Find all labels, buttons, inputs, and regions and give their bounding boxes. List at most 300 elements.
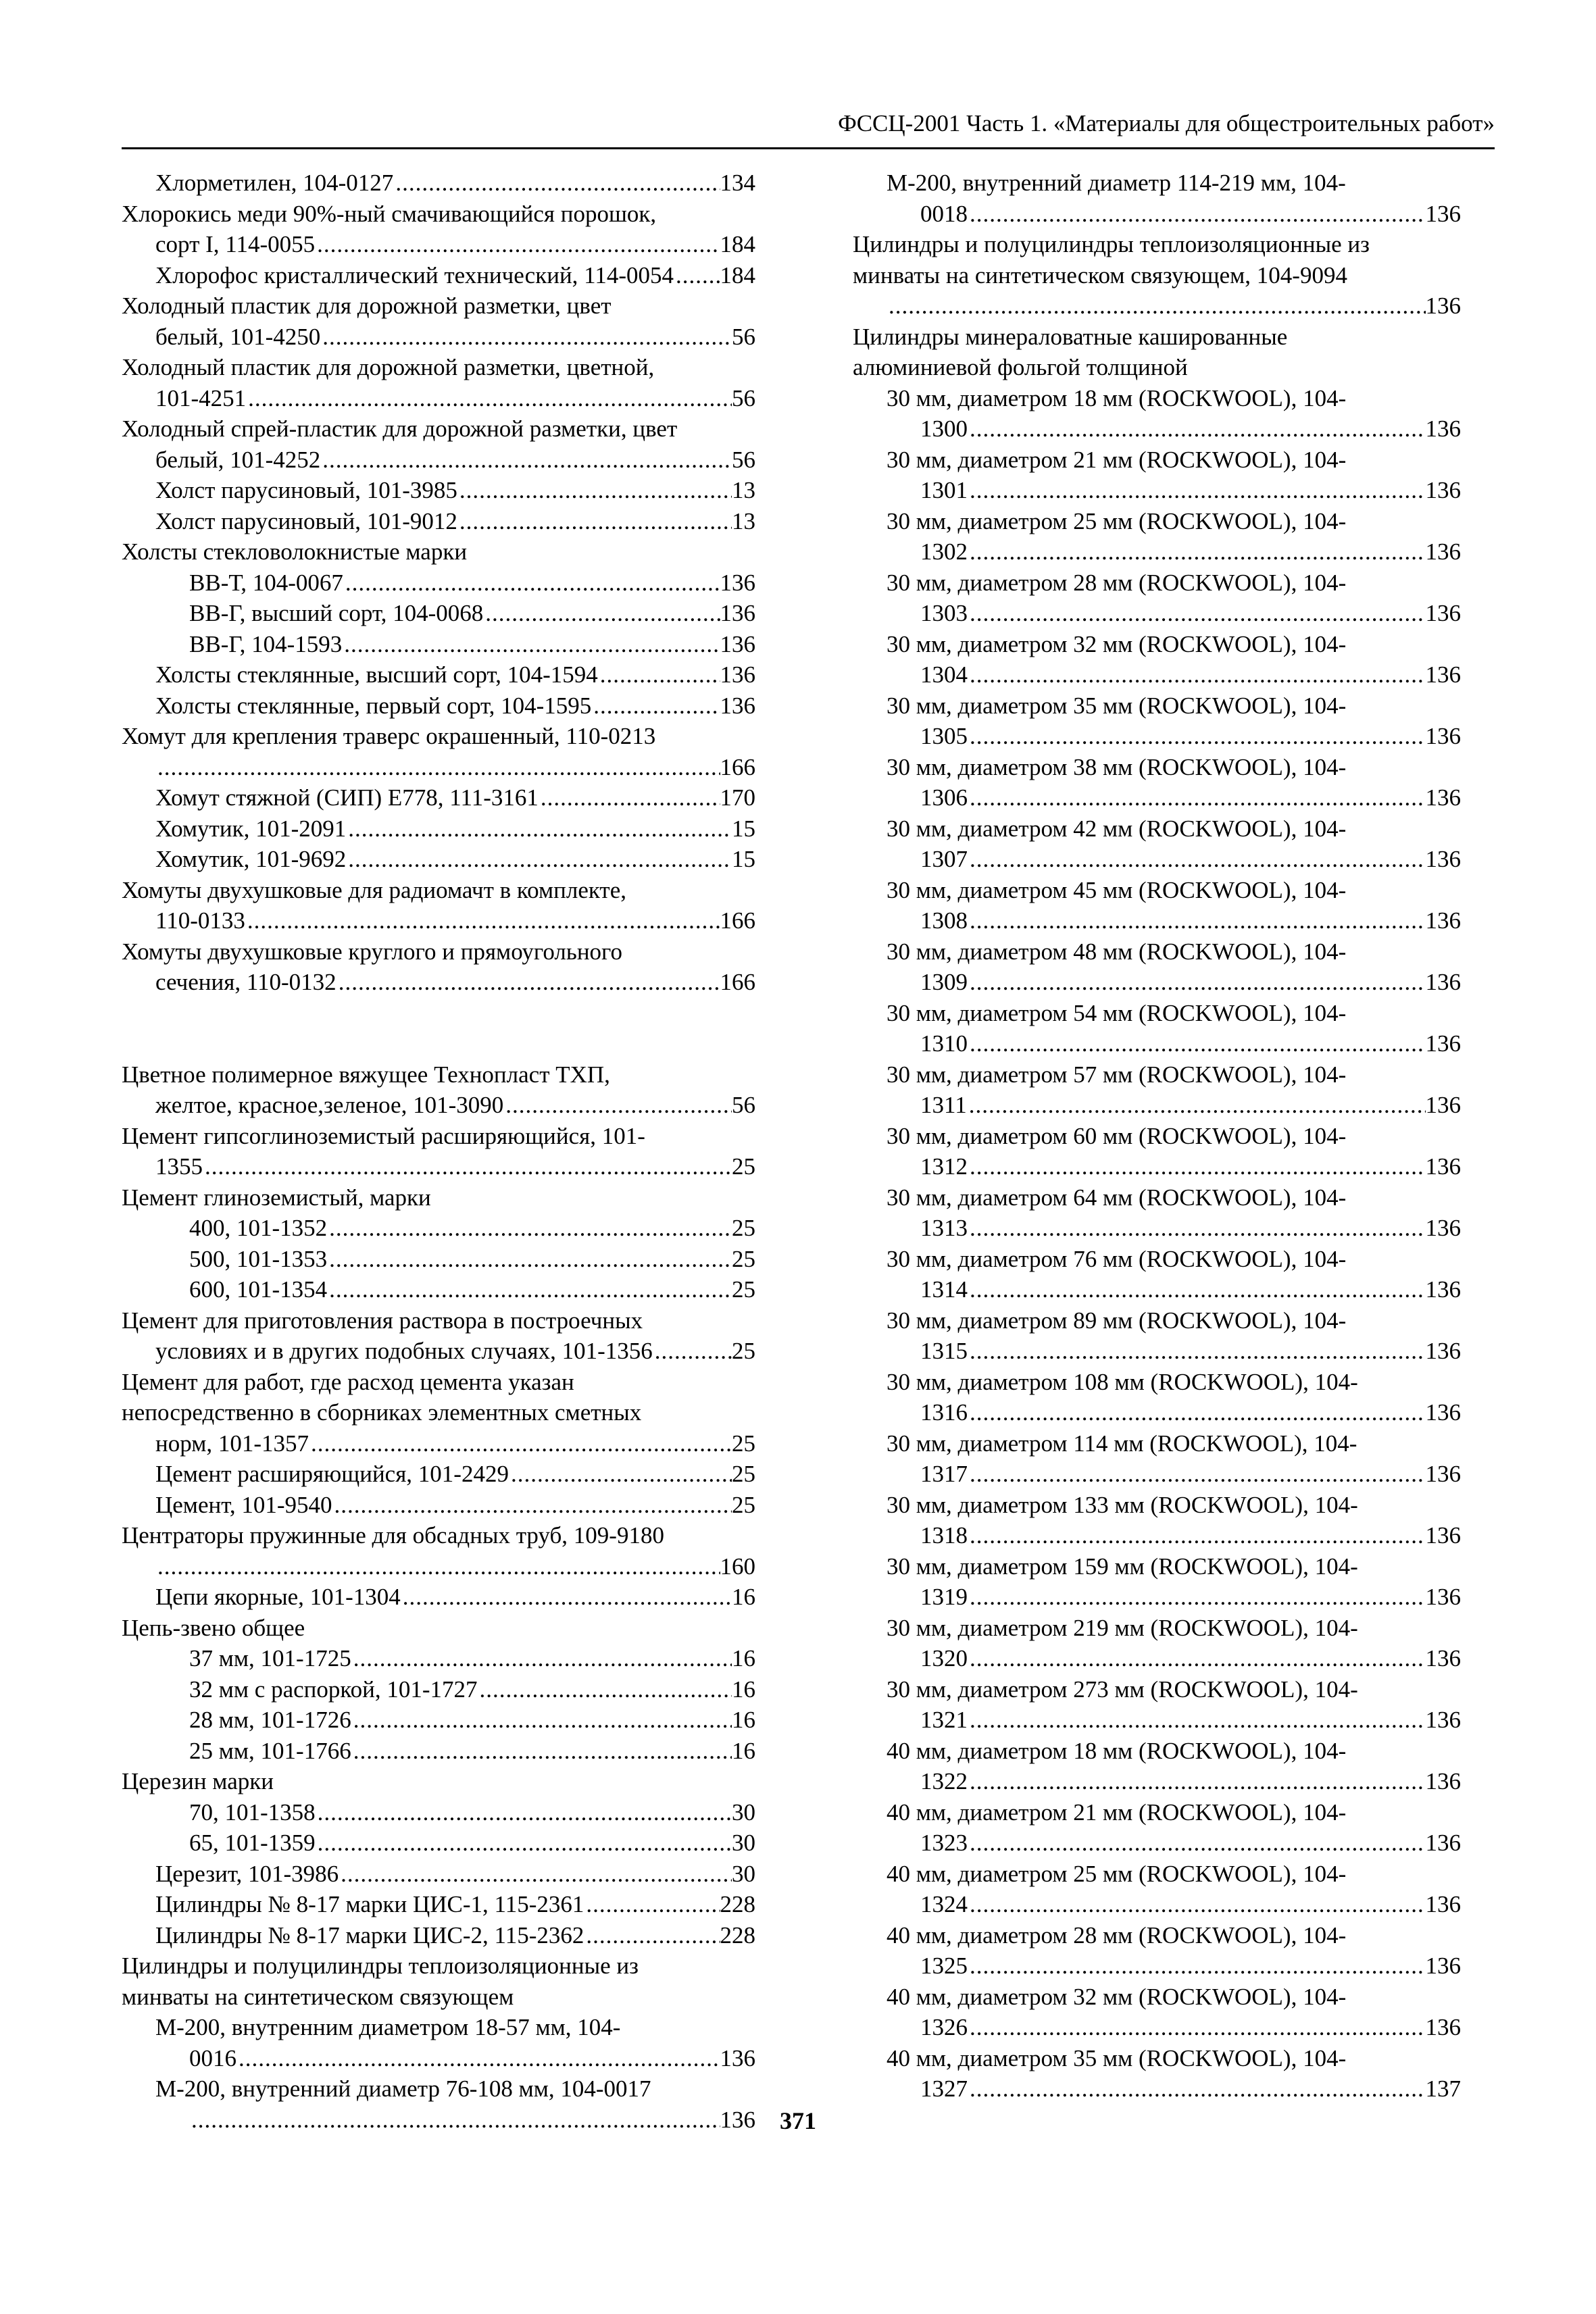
index-page-ref: 166 bbox=[720, 753, 755, 780]
index-page-ref: 25 bbox=[732, 1276, 755, 1303]
dot-leader bbox=[968, 967, 1426, 998]
index-entry-text: 1324 bbox=[920, 1891, 968, 1917]
index-entry-text: белый, 101-4252 bbox=[155, 446, 321, 473]
index-entry-text: 40 мм, диаметром 32 мм (ROCKWOOL), 104- bbox=[887, 1983, 1347, 2010]
index-page-ref: 160 bbox=[720, 1553, 755, 1580]
index-entry-text: 30 мм, диаметром 76 мм (ROCKWOOL), 104- bbox=[887, 1245, 1347, 1272]
index-entry-text: 1321 bbox=[920, 1707, 968, 1733]
index-heading-text: Цемент глиноземистый, марки bbox=[122, 1184, 431, 1211]
index-entry-text: 30 мм, диаметром 28 мм (ROCKWOOL), 104- bbox=[887, 569, 1347, 596]
index-entry bbox=[853, 1982, 1461, 2043]
index-page-ref: 166 bbox=[720, 907, 755, 934]
index-entry-text: 1308 bbox=[920, 907, 968, 934]
index-entry-text: 1313 bbox=[920, 1215, 968, 1241]
dot-leader bbox=[653, 1336, 732, 1367]
index-entry-text: белый, 101-4250 bbox=[155, 323, 321, 350]
index-page-ref: 136 bbox=[1425, 1461, 1461, 1487]
index-entry-text: 30 мм, диаметром 21 мм (ROCKWOOL), 104- bbox=[887, 446, 1347, 473]
index-entry-text: 1305 bbox=[920, 723, 968, 749]
index-entry-text: Цемент гипсоглиноземистый расширяющийся, 101- bbox=[122, 1122, 645, 1149]
dot-leader bbox=[584, 1889, 720, 1920]
index-entry bbox=[853, 1244, 1461, 1305]
index-entry bbox=[122, 1305, 755, 1367]
index-entry-text: 30 мм, диаметром 25 мм (ROCKWOOL), 104- bbox=[887, 507, 1347, 534]
index-entry-text: 30 мм, диаметром 89 мм (ROCKWOOL), 104- bbox=[887, 1307, 1347, 1334]
index-entry-text: 37 мм, 101-1725 bbox=[189, 1645, 351, 1671]
index-page-ref: 228 bbox=[720, 1891, 755, 1917]
index-entry-text: Хлорокись меди 90%-ный смачивающийся порошок, bbox=[122, 200, 657, 227]
index-entry-text: Цветное полимерное вяжущее Технопласт ТХП, bbox=[122, 1061, 610, 1088]
index-entry bbox=[853, 936, 1461, 998]
index-entry-text: 0016 bbox=[189, 2044, 236, 2071]
index-entry-text: 30 мм, диаметром 219 мм (ROCKWOOL), 104- bbox=[887, 1614, 1358, 1641]
index-page-ref: 25 bbox=[732, 1491, 755, 1518]
dot-leader bbox=[309, 1428, 732, 1459]
index-entry-text: 30 мм, диаметром 159 мм (ROCKWOOL), 104- bbox=[887, 1553, 1358, 1580]
index-entry bbox=[122, 1459, 755, 1490]
index-entry bbox=[853, 813, 1461, 875]
index-page-ref: 30 bbox=[732, 1830, 755, 1856]
index-page-ref: 136 bbox=[1425, 1584, 1461, 1610]
index-heading-text: минваты на синтетическом связующем bbox=[122, 1983, 514, 2010]
dot-leader bbox=[236, 2043, 720, 2074]
index-entry bbox=[853, 1736, 1461, 1797]
index-heading bbox=[853, 322, 1461, 383]
index-entry-text: 1316 bbox=[920, 1399, 968, 1426]
index-entry bbox=[122, 413, 755, 475]
index-entry bbox=[122, 629, 755, 660]
index-entry bbox=[122, 1674, 755, 1705]
index-entry-text: Холодный спрей-пластик для дорожной разметки, цвет bbox=[122, 416, 678, 442]
index-entry bbox=[122, 1274, 755, 1305]
index-entry-text: Холст парусиновый, 101-9012 bbox=[155, 507, 457, 534]
index-entry-text: 40 мм, диаметром 18 мм (ROCKWOOL), 104- bbox=[887, 1737, 1347, 1764]
index-entry-text: М-200, внутренним диаметром 18-57 мм, 104- bbox=[155, 2014, 621, 2040]
dot-leader bbox=[598, 659, 720, 690]
dot-leader bbox=[968, 1028, 1426, 1059]
index-entry bbox=[122, 1705, 755, 1736]
dot-leader bbox=[457, 475, 732, 506]
index-page-ref: 136 bbox=[1425, 293, 1461, 319]
index-entry-text: желтое, красное,зеленое, 101-3090 bbox=[155, 1092, 504, 1118]
dot-leader bbox=[591, 690, 720, 722]
index-entry-text: 30 мм, диаметром 38 мм (ROCKWOOL), 104- bbox=[887, 753, 1347, 780]
index-entry bbox=[853, 1674, 1461, 1736]
index-entry-text: Хомут для крепления траверс окрашенный, 110-0213 bbox=[122, 723, 656, 749]
index-entry-text: Цемент для работ, где расход цемента указан bbox=[122, 1368, 574, 1395]
index-page-ref: 56 bbox=[732, 446, 755, 473]
dot-leader bbox=[968, 1643, 1426, 1674]
index-page-ref: 136 bbox=[1425, 723, 1461, 749]
index-page-ref: 13 bbox=[732, 477, 755, 503]
index-page-ref: 136 bbox=[720, 2106, 755, 2133]
index-page-ref: 136 bbox=[1425, 416, 1461, 442]
index-entry-text: Хлорметилен, 104-0127 bbox=[155, 170, 394, 196]
index-entry-text: Хомутик, 101-2091 bbox=[155, 815, 347, 842]
index-entry-text: 1317 bbox=[920, 1461, 968, 1487]
dot-leader bbox=[393, 168, 720, 199]
index-entry bbox=[853, 445, 1461, 506]
index-entry-text: 32 мм с распоркой, 101-1727 bbox=[189, 1676, 478, 1703]
index-page-ref: 15 bbox=[732, 846, 755, 872]
index-page-ref: 136 bbox=[720, 569, 755, 596]
dot-leader bbox=[245, 905, 720, 936]
index-entry-text: Цемент, 101-9540 bbox=[155, 1491, 332, 1518]
index-entry bbox=[853, 1613, 1461, 1674]
index-entry-text: 30 мм, диаметром 108 мм (ROCKWOOL), 104- bbox=[887, 1368, 1358, 1395]
index-entry-text: 1303 bbox=[920, 600, 968, 626]
dot-leader bbox=[968, 2073, 1426, 2105]
index-page-ref: 16 bbox=[732, 1707, 755, 1733]
dot-leader bbox=[968, 1274, 1426, 1305]
index-page-ref: 136 bbox=[1425, 1891, 1461, 1917]
index-page-ref: 136 bbox=[1425, 784, 1461, 811]
index-entry-text: минваты на синтетическом связующем, 104-9094 bbox=[853, 261, 1347, 288]
index-entry-text: непосредственно в сборниках элементных сметных bbox=[122, 1399, 642, 1426]
index-entry bbox=[853, 998, 1461, 1059]
index-entry-text: Хомуты двухушковые для радиомачт в комплекте, bbox=[122, 876, 626, 903]
index-entry-text: 400, 101-1352 bbox=[189, 1215, 328, 1241]
index-page-ref: 136 bbox=[1425, 1276, 1461, 1303]
index-entry-text: Центраторы пружинные для обсадных труб, 109-9180 bbox=[122, 1522, 664, 1549]
index-page-ref: 136 bbox=[1425, 1768, 1461, 1794]
index-entry bbox=[122, 1490, 755, 1521]
dot-leader bbox=[320, 445, 732, 476]
dot-leader bbox=[539, 782, 720, 813]
index-entry bbox=[122, 168, 755, 199]
index-entry bbox=[853, 690, 1461, 752]
index-entry-text: 30 мм, диаметром 60 мм (ROCKWOOL), 104- bbox=[887, 1122, 1347, 1149]
dot-leader bbox=[332, 1490, 732, 1521]
dot-leader bbox=[968, 475, 1426, 506]
index-entry-text: 600, 101-1354 bbox=[189, 1276, 328, 1303]
index-entry-text: 1319 bbox=[920, 1584, 968, 1610]
index-entry-text: 30 мм, диаметром 48 мм (ROCKWOOL), 104- bbox=[887, 938, 1347, 965]
index-entry bbox=[122, 1520, 755, 1582]
index-entry bbox=[122, 813, 755, 845]
index-page-ref: 16 bbox=[732, 1737, 755, 1764]
index-entry-text: 1306 bbox=[920, 784, 968, 811]
index-page-ref: 136 bbox=[720, 692, 755, 719]
index-heading bbox=[122, 1613, 755, 1644]
index-entry bbox=[853, 229, 1461, 322]
dot-leader bbox=[246, 383, 732, 414]
dot-leader bbox=[155, 1551, 720, 1582]
index-page-ref: 166 bbox=[720, 969, 755, 995]
index-entry bbox=[853, 1920, 1461, 1982]
index-entry bbox=[853, 1551, 1461, 1613]
index-entry-text: 1300 bbox=[920, 416, 968, 442]
index-entry-text: 0018 bbox=[920, 200, 968, 227]
index-entry bbox=[853, 1490, 1461, 1551]
dot-leader bbox=[968, 905, 1426, 936]
dot-leader bbox=[968, 1213, 1426, 1244]
index-entry bbox=[853, 1428, 1461, 1490]
index-heading bbox=[122, 536, 755, 568]
index-heading-text: алюминиевой фольгой толщиной bbox=[853, 354, 1188, 380]
index-entry-text: 30 мм, диаметром 273 мм (ROCKWOOL), 104- bbox=[887, 1676, 1358, 1703]
index-page-ref: 16 bbox=[732, 1676, 755, 1703]
dot-leader bbox=[327, 1213, 732, 1244]
index-column-right bbox=[853, 168, 1461, 2105]
index-entry-text: Цепи якорные, 101-1304 bbox=[155, 1584, 401, 1610]
index-entry bbox=[122, 1121, 755, 1182]
dot-leader bbox=[968, 1951, 1426, 1982]
page-number: 371 bbox=[780, 2107, 816, 2134]
index-page-ref: 136 bbox=[1425, 846, 1461, 872]
index-entry-text: 30 мм, диаметром 57 мм (ROCKWOOL), 104- bbox=[887, 1061, 1347, 1088]
index-entry bbox=[122, 568, 755, 599]
index-entry bbox=[122, 1920, 755, 1951]
index-page-ref: 136 bbox=[1425, 538, 1461, 565]
index-page-ref: 136 bbox=[1425, 1338, 1461, 1364]
index-entry-text: 1326 bbox=[920, 2014, 968, 2040]
dot-leader bbox=[346, 813, 732, 845]
index-page-ref: 136 bbox=[1425, 1522, 1461, 1549]
index-page-ref: 25 bbox=[732, 1153, 755, 1180]
index-entry-text: ВВ-Г, высший сорт, 104-0068 bbox=[189, 600, 484, 626]
dot-leader bbox=[968, 1520, 1426, 1551]
index-page-ref: 136 bbox=[1425, 1707, 1461, 1733]
index-entry-text: 1318 bbox=[920, 1522, 968, 1549]
index-entry-text: Хомутик, 101-9692 bbox=[155, 846, 347, 872]
index-entry bbox=[122, 1797, 755, 1828]
index-entry-text: Холодный пластик для дорожной разметки, цветной, bbox=[122, 354, 655, 380]
index-entry-text: 500, 101-1353 bbox=[189, 1245, 328, 1272]
index-page-ref: 136 bbox=[1425, 969, 1461, 995]
index-entry-text: Холст парусиновый, 101-3985 bbox=[155, 477, 457, 503]
index-page-ref: 136 bbox=[1425, 200, 1461, 227]
dot-leader bbox=[478, 1674, 732, 1705]
dot-leader bbox=[320, 322, 732, 353]
index-entry bbox=[122, 1859, 755, 1890]
dot-leader bbox=[343, 568, 720, 599]
index-entry-text: 1322 bbox=[920, 1768, 968, 1794]
index-entry-text: 30 мм, диаметром 54 мм (ROCKWOOL), 104- bbox=[887, 999, 1347, 1026]
index-entry-text: 1315 bbox=[920, 1338, 968, 1364]
index-page-ref: 15 bbox=[732, 815, 755, 842]
index-entry-text: 40 мм, диаметром 35 мм (ROCKWOOL), 104- bbox=[887, 2044, 1347, 2071]
index-column-left bbox=[122, 168, 755, 2135]
index-page-ref: 25 bbox=[732, 1461, 755, 1487]
index-entry bbox=[122, 352, 755, 413]
index-entry bbox=[122, 260, 755, 291]
dot-leader bbox=[968, 721, 1426, 752]
index-entry-text: Цемент для приготовления раствора в построечных bbox=[122, 1307, 643, 1334]
index-entry-text: 1355 bbox=[155, 1153, 203, 1180]
running-header: ФССЦ-2001 Часть 1. «Материалы для общестроительных работ» bbox=[122, 108, 1495, 149]
index-entry bbox=[853, 168, 1461, 229]
index-entry bbox=[853, 752, 1461, 813]
index-entry-text: Холсты стеклянные, высший сорт, 104-1594 bbox=[155, 661, 598, 688]
index-entry-text: 30 мм, диаметром 18 мм (ROCKWOOL), 104- bbox=[887, 384, 1347, 411]
index-entry-text: 30 мм, диаметром 64 мм (ROCKWOOL), 104- bbox=[887, 1184, 1347, 1211]
index-entry bbox=[853, 1305, 1461, 1367]
index-entry bbox=[122, 1889, 755, 1920]
dot-leader bbox=[967, 1090, 1426, 1121]
index-page-ref: 136 bbox=[1425, 1215, 1461, 1241]
dot-leader bbox=[968, 1766, 1426, 1797]
index-entry-text: сечения, 110-0132 bbox=[155, 969, 336, 995]
index-entry-text: 1309 bbox=[920, 969, 968, 995]
index-page-ref: 170 bbox=[720, 784, 755, 811]
index-entry-text: М-200, внутренний диаметр 76-108 мм, 104-0017 bbox=[155, 2076, 651, 2102]
index-entry bbox=[853, 506, 1461, 568]
index-entry-text: Цилиндры № 8-17 марки ЦИС-2, 115-2362 bbox=[155, 1921, 584, 1948]
index-entry bbox=[122, 782, 755, 813]
index-entry-text: ВВ-Т, 104-0067 bbox=[189, 569, 343, 596]
index-entry-text: Хомут стяжной (СИП) Е778, 111-3161 bbox=[155, 784, 539, 811]
dot-leader bbox=[968, 1151, 1426, 1182]
index-entry bbox=[122, 475, 755, 506]
index-entry-text: ВВ-Г, 104-1593 bbox=[189, 630, 343, 657]
index-entry-text: 28 мм, 101-1726 bbox=[189, 1707, 351, 1733]
dot-leader bbox=[968, 199, 1426, 230]
index-entry-text: Цилиндры и полуцилиндры теплоизоляционные из bbox=[853, 231, 1370, 257]
index-entry-text: 1327 bbox=[920, 2076, 968, 2102]
dot-leader bbox=[457, 506, 732, 537]
index-entry bbox=[122, 291, 755, 352]
index-page-ref: 136 bbox=[720, 600, 755, 626]
index-page-ref: 30 bbox=[732, 1860, 755, 1887]
index-entry bbox=[122, 598, 755, 629]
index-page-ref: 136 bbox=[1425, 1030, 1461, 1057]
index-entry-text: 1304 bbox=[920, 661, 968, 688]
index-entry-text: 40 мм, диаметром 25 мм (ROCKWOOL), 104- bbox=[887, 1860, 1347, 1887]
dot-leader bbox=[968, 1582, 1426, 1613]
index-entry bbox=[853, 1859, 1461, 1920]
dot-leader bbox=[327, 1244, 732, 1275]
dot-leader bbox=[674, 260, 720, 291]
index-section-gap bbox=[122, 998, 755, 1059]
index-entry-text: 1323 bbox=[920, 1830, 968, 1856]
index-entry-text: 110-0133 bbox=[155, 907, 245, 934]
index-entry bbox=[122, 844, 755, 875]
index-page-ref: 25 bbox=[732, 1338, 755, 1364]
index-entry-text: Хлорофос кристаллический технический, 114-0054 bbox=[155, 261, 674, 288]
dot-leader bbox=[968, 1336, 1426, 1367]
index-entry bbox=[122, 875, 755, 936]
index-entry bbox=[853, 629, 1461, 690]
index-entry bbox=[122, 1367, 755, 1459]
dot-leader bbox=[968, 536, 1426, 568]
index-page-ref: 16 bbox=[732, 1584, 755, 1610]
index-entry bbox=[122, 1213, 755, 1244]
dot-leader bbox=[968, 782, 1426, 813]
index-entry bbox=[122, 2012, 755, 2073]
index-page-ref: 228 bbox=[720, 1921, 755, 1948]
index-entry bbox=[853, 1182, 1461, 1244]
index-entry bbox=[122, 506, 755, 537]
index-page-ref: 25 bbox=[732, 1215, 755, 1241]
index-entry bbox=[122, 1582, 755, 1613]
index-entry-text: Цемент расширяющийся, 101-2429 bbox=[155, 1461, 509, 1487]
index-heading-text: Цилиндры и полуцилиндры теплоизоляционные из bbox=[122, 1953, 639, 1979]
index-entry bbox=[122, 1828, 755, 1859]
index-page-ref: 136 bbox=[1425, 2014, 1461, 2040]
index-entry-text: 1307 bbox=[920, 846, 968, 872]
index-entry-text: 30 мм, диаметром 35 мм (ROCKWOOL), 104- bbox=[887, 692, 1347, 719]
index-entry-text: Холсты стеклянные, первый сорт, 104-1595 bbox=[155, 692, 592, 719]
index-entry-text: 40 мм, диаметром 28 мм (ROCKWOOL), 104- bbox=[887, 1921, 1347, 1948]
dot-leader bbox=[584, 1920, 720, 1951]
dot-leader bbox=[315, 229, 720, 260]
index-entry-text: сорт I, 114-0055 bbox=[155, 231, 316, 257]
index-entry-text: 30 мм, диаметром 42 мм (ROCKWOOL), 104- bbox=[887, 815, 1347, 842]
dot-leader bbox=[968, 1889, 1426, 1920]
index-page-ref: 136 bbox=[1425, 477, 1461, 503]
dot-leader bbox=[968, 598, 1426, 629]
index-page-ref: 25 bbox=[732, 1245, 755, 1272]
index-entry bbox=[853, 875, 1461, 936]
dot-leader bbox=[351, 1736, 732, 1767]
index-page-ref: 56 bbox=[732, 1092, 755, 1118]
index-heading bbox=[122, 1766, 755, 1797]
index-entry bbox=[122, 1244, 755, 1275]
index-heading-text: Церезин марки bbox=[122, 1768, 274, 1794]
index-entry-text: М-200, внутренний диаметр 114-219 мм, 104- bbox=[887, 170, 1346, 196]
index-page-ref: 136 bbox=[720, 630, 755, 657]
index-page-ref: 136 bbox=[1425, 1645, 1461, 1671]
index-entry bbox=[122, 936, 755, 998]
index-entry bbox=[122, 690, 755, 722]
index-entry bbox=[122, 199, 755, 260]
dot-leader bbox=[483, 598, 720, 629]
dot-leader bbox=[339, 1859, 732, 1890]
index-heading-text: Холсты стекловолокнистые марки bbox=[122, 538, 468, 565]
index-entry-text: 1311 bbox=[920, 1092, 967, 1118]
index-entry bbox=[853, 1367, 1461, 1428]
index-entry-text: 30 мм, диаметром 45 мм (ROCKWOOL), 104- bbox=[887, 876, 1347, 903]
index-entry bbox=[122, 1643, 755, 1674]
dot-leader bbox=[968, 1705, 1426, 1736]
dot-leader bbox=[968, 1397, 1426, 1428]
index-entry-text: 101-4251 bbox=[155, 384, 247, 411]
index-page-ref: 184 bbox=[720, 261, 755, 288]
index-page-ref: 25 bbox=[732, 1430, 755, 1457]
index-page-ref: 16 bbox=[732, 1645, 755, 1671]
index-entry-text: 25 мм, 101-1766 bbox=[189, 1737, 351, 1764]
index-entry-text: 1320 bbox=[920, 1645, 968, 1671]
dot-leader bbox=[327, 1274, 732, 1305]
index-page-ref: 136 bbox=[1425, 1092, 1461, 1118]
index-entry-text: Цилиндры № 8-17 марки ЦИС-1, 115-2361 bbox=[155, 1891, 584, 1917]
dot-leader bbox=[316, 1797, 732, 1828]
index-heading-text: Цепь-звено общее bbox=[122, 1614, 305, 1641]
index-entry-text: 70, 101-1358 bbox=[189, 1799, 316, 1826]
index-entry-text: 65, 101-1359 bbox=[189, 1830, 316, 1856]
index-page-ref: 137 bbox=[1425, 2076, 1461, 2102]
index-entry bbox=[853, 1121, 1461, 1182]
dot-leader bbox=[336, 967, 720, 998]
dot-leader bbox=[401, 1582, 732, 1613]
index-entry-text: 1314 bbox=[920, 1276, 968, 1303]
index-entry bbox=[122, 659, 755, 690]
index-entry bbox=[853, 383, 1461, 445]
index-entry bbox=[122, 1059, 755, 1121]
dot-leader bbox=[509, 1459, 732, 1490]
dot-leader bbox=[351, 1705, 732, 1736]
dot-leader bbox=[968, 413, 1426, 445]
index-page-ref: 30 bbox=[732, 1799, 755, 1826]
index-entry-text: Церезит, 101-3986 bbox=[155, 1860, 339, 1887]
dot-leader bbox=[342, 629, 720, 660]
index-entry-text: 30 мм, диаметром 133 мм (ROCKWOOL), 104- bbox=[887, 1491, 1358, 1518]
index-entry-text: Хомуты двухушковые круглого и прямоугольного bbox=[122, 938, 623, 965]
dot-leader bbox=[203, 1151, 732, 1182]
dot-leader bbox=[968, 1828, 1426, 1859]
dot-leader bbox=[887, 291, 1426, 322]
